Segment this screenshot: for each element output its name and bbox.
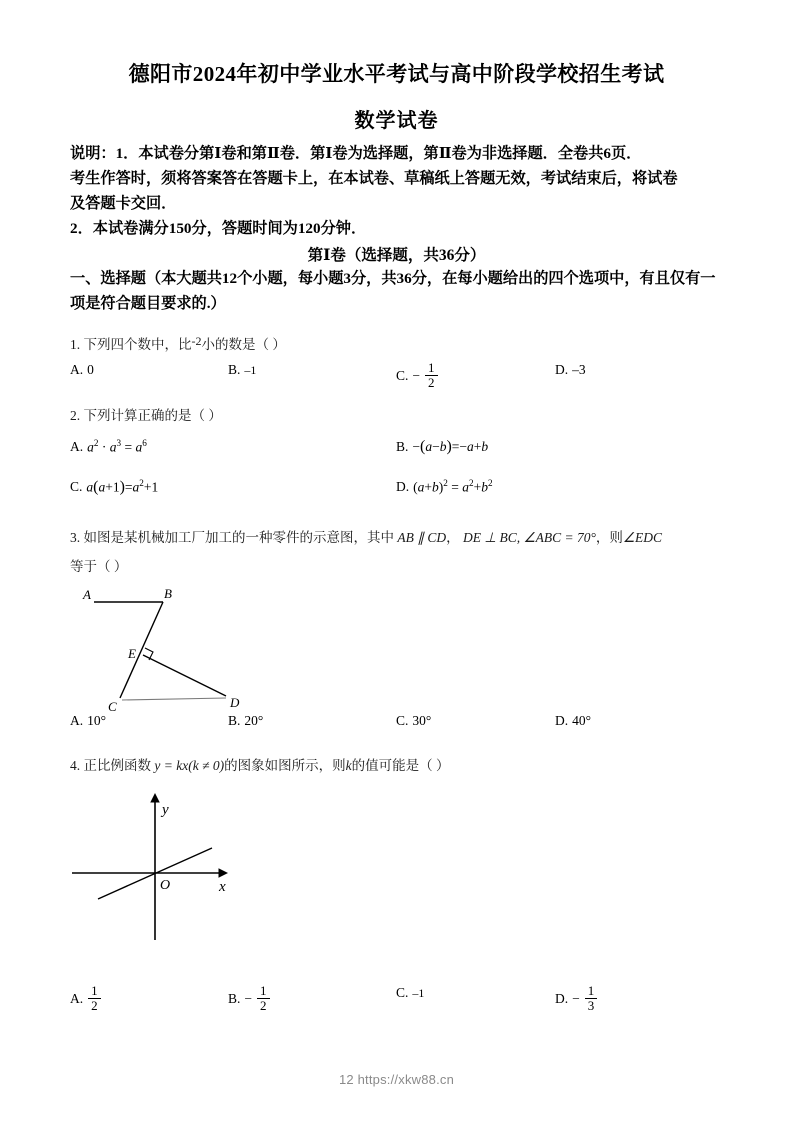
fraction-numerator: 1 xyxy=(91,983,98,998)
question-3-stem-line-2: 等于（ ） xyxy=(70,559,128,574)
instructions-block xyxy=(70,141,725,241)
label-e: E xyxy=(128,646,136,661)
question-4-options xyxy=(70,985,750,1019)
option-sign: − xyxy=(244,991,253,1007)
question-3-option-a[interactable] xyxy=(70,713,106,729)
fraction xyxy=(425,361,438,389)
option-label: C. xyxy=(396,985,409,1000)
x-axis-label: x xyxy=(219,879,226,895)
question-2-text: 下列计算正确的是（ ） xyxy=(83,408,222,423)
question-1-option-d[interactable] xyxy=(555,362,586,378)
segment-ed xyxy=(143,655,226,696)
mechanical-part-diagram xyxy=(78,585,268,715)
question-3-text-a: 如图是某机械加工厂加工的一种零件的示意图，其中 xyxy=(83,530,394,545)
part-one-header: 第Ⅰ卷（选择题，共36分） xyxy=(307,247,486,264)
question-3-option-d[interactable] xyxy=(555,713,591,729)
option-label: D. xyxy=(555,991,569,1007)
page-subtitle: 数学试卷 xyxy=(354,110,439,132)
option-value: –3 xyxy=(572,362,586,377)
option-value: 30° xyxy=(412,713,432,728)
fraction-numerator: 1 xyxy=(260,983,267,998)
option-label: A. xyxy=(70,991,84,1007)
question-2-option-a[interactable] xyxy=(70,438,147,456)
question-4-number: 4. xyxy=(70,758,81,773)
question-2-stem xyxy=(70,405,730,427)
question-4-option-c[interactable] xyxy=(396,985,424,1001)
question-3-sep-1: ， xyxy=(446,530,460,545)
question-3-number: 3. xyxy=(70,530,81,545)
option-value: 10° xyxy=(87,713,107,728)
option-label: D. xyxy=(555,713,569,728)
fraction-denominator: 2 xyxy=(257,998,270,1013)
option-value: 20° xyxy=(244,713,264,728)
option-expression: −(a−b)=−a+b xyxy=(412,438,489,455)
question-4-option-b[interactable] xyxy=(228,985,271,1013)
question-4-text-post: 的值可能是（ ） xyxy=(351,758,450,773)
option-label: C. xyxy=(396,713,409,728)
question-2-option-d[interactable] xyxy=(396,478,493,496)
proportional-function-graph xyxy=(62,792,252,944)
question-2-option-c[interactable] xyxy=(70,478,158,497)
question-1-options xyxy=(70,362,750,396)
option-value: –1 xyxy=(412,985,425,1000)
option-expression: $a(a+1)=a^2+1$ xyxy=(86,478,159,496)
question-3-sep-2: ，则 xyxy=(595,530,623,545)
option-value: 40° xyxy=(572,713,592,728)
option-sign: − xyxy=(572,991,580,1007)
question-1-option-c[interactable] xyxy=(396,362,439,390)
fraction xyxy=(257,984,270,1012)
question-2-number: 2. xyxy=(70,408,81,423)
instruction-line-1: 说明：1．本试卷分第Ⅰ卷和第Ⅱ卷．第Ⅰ卷为选择题，第Ⅱ卷为非选择题．全卷共6页． xyxy=(70,145,642,162)
question-1-number: 1. xyxy=(70,337,81,352)
question-4-k: k xyxy=(345,758,352,773)
y-axis-label: y xyxy=(162,802,169,818)
question-4-text-pre: 正比例函数 xyxy=(83,758,151,773)
instruction-line-3: 及答题卡交回． xyxy=(70,195,177,212)
question-1-option-a[interactable] xyxy=(70,362,94,378)
option-value: 0 xyxy=(87,362,94,377)
multiple-choice-section-header: 一、选择题（本大题共12个小题，每小题3分，共36分，在每小题给出的四个选项中，有且仅有一项是符合题目要求的.） xyxy=(70,270,716,312)
question-3-math-2: DE ⊥ BC, ∠ABC = 70° xyxy=(463,530,596,545)
option-value: –1 xyxy=(244,362,257,377)
question-4-option-a[interactable] xyxy=(70,985,102,1013)
option-label: B. xyxy=(228,362,241,377)
question-3-option-c[interactable] xyxy=(396,713,431,729)
option-label: C. xyxy=(396,368,409,384)
question-3-option-b[interactable] xyxy=(228,713,263,729)
question-3-options xyxy=(70,713,750,747)
question-3-figure xyxy=(78,585,268,715)
question-3-math-3: ∠EDC xyxy=(622,530,662,545)
fraction xyxy=(585,984,598,1012)
option-sign: − xyxy=(412,368,421,384)
label-b: B xyxy=(164,586,172,601)
label-c: C xyxy=(108,699,117,714)
fraction-denominator: 3 xyxy=(585,998,598,1013)
question-1-text-pre: 下列四个数中，比 xyxy=(83,337,192,352)
question-4-stem xyxy=(70,755,735,777)
fraction-denominator: 2 xyxy=(88,998,101,1013)
question-4-option-d[interactable] xyxy=(555,985,598,1013)
page-title: 德阳市2024年初中学业水平考试与高中阶段学校招生考试 xyxy=(128,62,665,86)
instruction-line-4: 2．本试卷满分150分，答题时间为120分钟． xyxy=(70,220,367,237)
fraction-numerator: 1 xyxy=(587,983,595,998)
fraction xyxy=(88,984,101,1012)
option-label: C. xyxy=(70,479,83,495)
option-label: B. xyxy=(228,991,241,1007)
instruction-line-2: 考生作答时，须将答案答在答题卡上，在本试卷、草稿纸上答题无效，考试结束后，将试卷 xyxy=(70,170,678,187)
option-expression: $a^2 \cdot a^3 = a^6$ xyxy=(87,438,147,455)
origin-label: O xyxy=(160,878,171,893)
question-2-options-row-2 xyxy=(70,478,750,512)
option-label: A. xyxy=(70,438,84,454)
footer-watermark: 12 https://xkw88.cn xyxy=(338,1072,455,1087)
option-expression: $(a+b)^2 = a^2+b^2$ xyxy=(413,478,493,495)
fraction-denominator: 2 xyxy=(425,375,438,390)
label-a: A xyxy=(83,587,91,602)
question-3-stem-line-1 xyxy=(70,527,735,549)
option-label: D. xyxy=(555,362,569,377)
question-2-option-b[interactable] xyxy=(396,438,488,456)
label-d: D xyxy=(230,695,240,710)
question-1-text-post: 小的数是（ ） xyxy=(201,337,286,352)
segment-bc xyxy=(120,602,163,698)
option-label: B. xyxy=(396,439,409,454)
question-1-stem xyxy=(70,330,730,356)
option-label: D. xyxy=(396,478,410,494)
question-2-options-row-1 xyxy=(70,438,750,472)
question-4-text-mid: 的图象如图所示，则 xyxy=(224,758,346,773)
option-label: A. xyxy=(70,362,84,377)
question-1-option-b[interactable] xyxy=(228,362,256,378)
question-4-figure xyxy=(62,792,252,944)
fraction-numerator: 1 xyxy=(428,360,435,375)
question-3-math-1: AB ∥ CD xyxy=(397,530,447,545)
question-1-value: -2 xyxy=(191,334,202,348)
option-label: B. xyxy=(228,713,241,728)
segment-cd xyxy=(122,698,226,700)
question-4-math: y = kx(k ≠ 0) xyxy=(154,758,225,773)
option-label: A. xyxy=(70,713,84,728)
